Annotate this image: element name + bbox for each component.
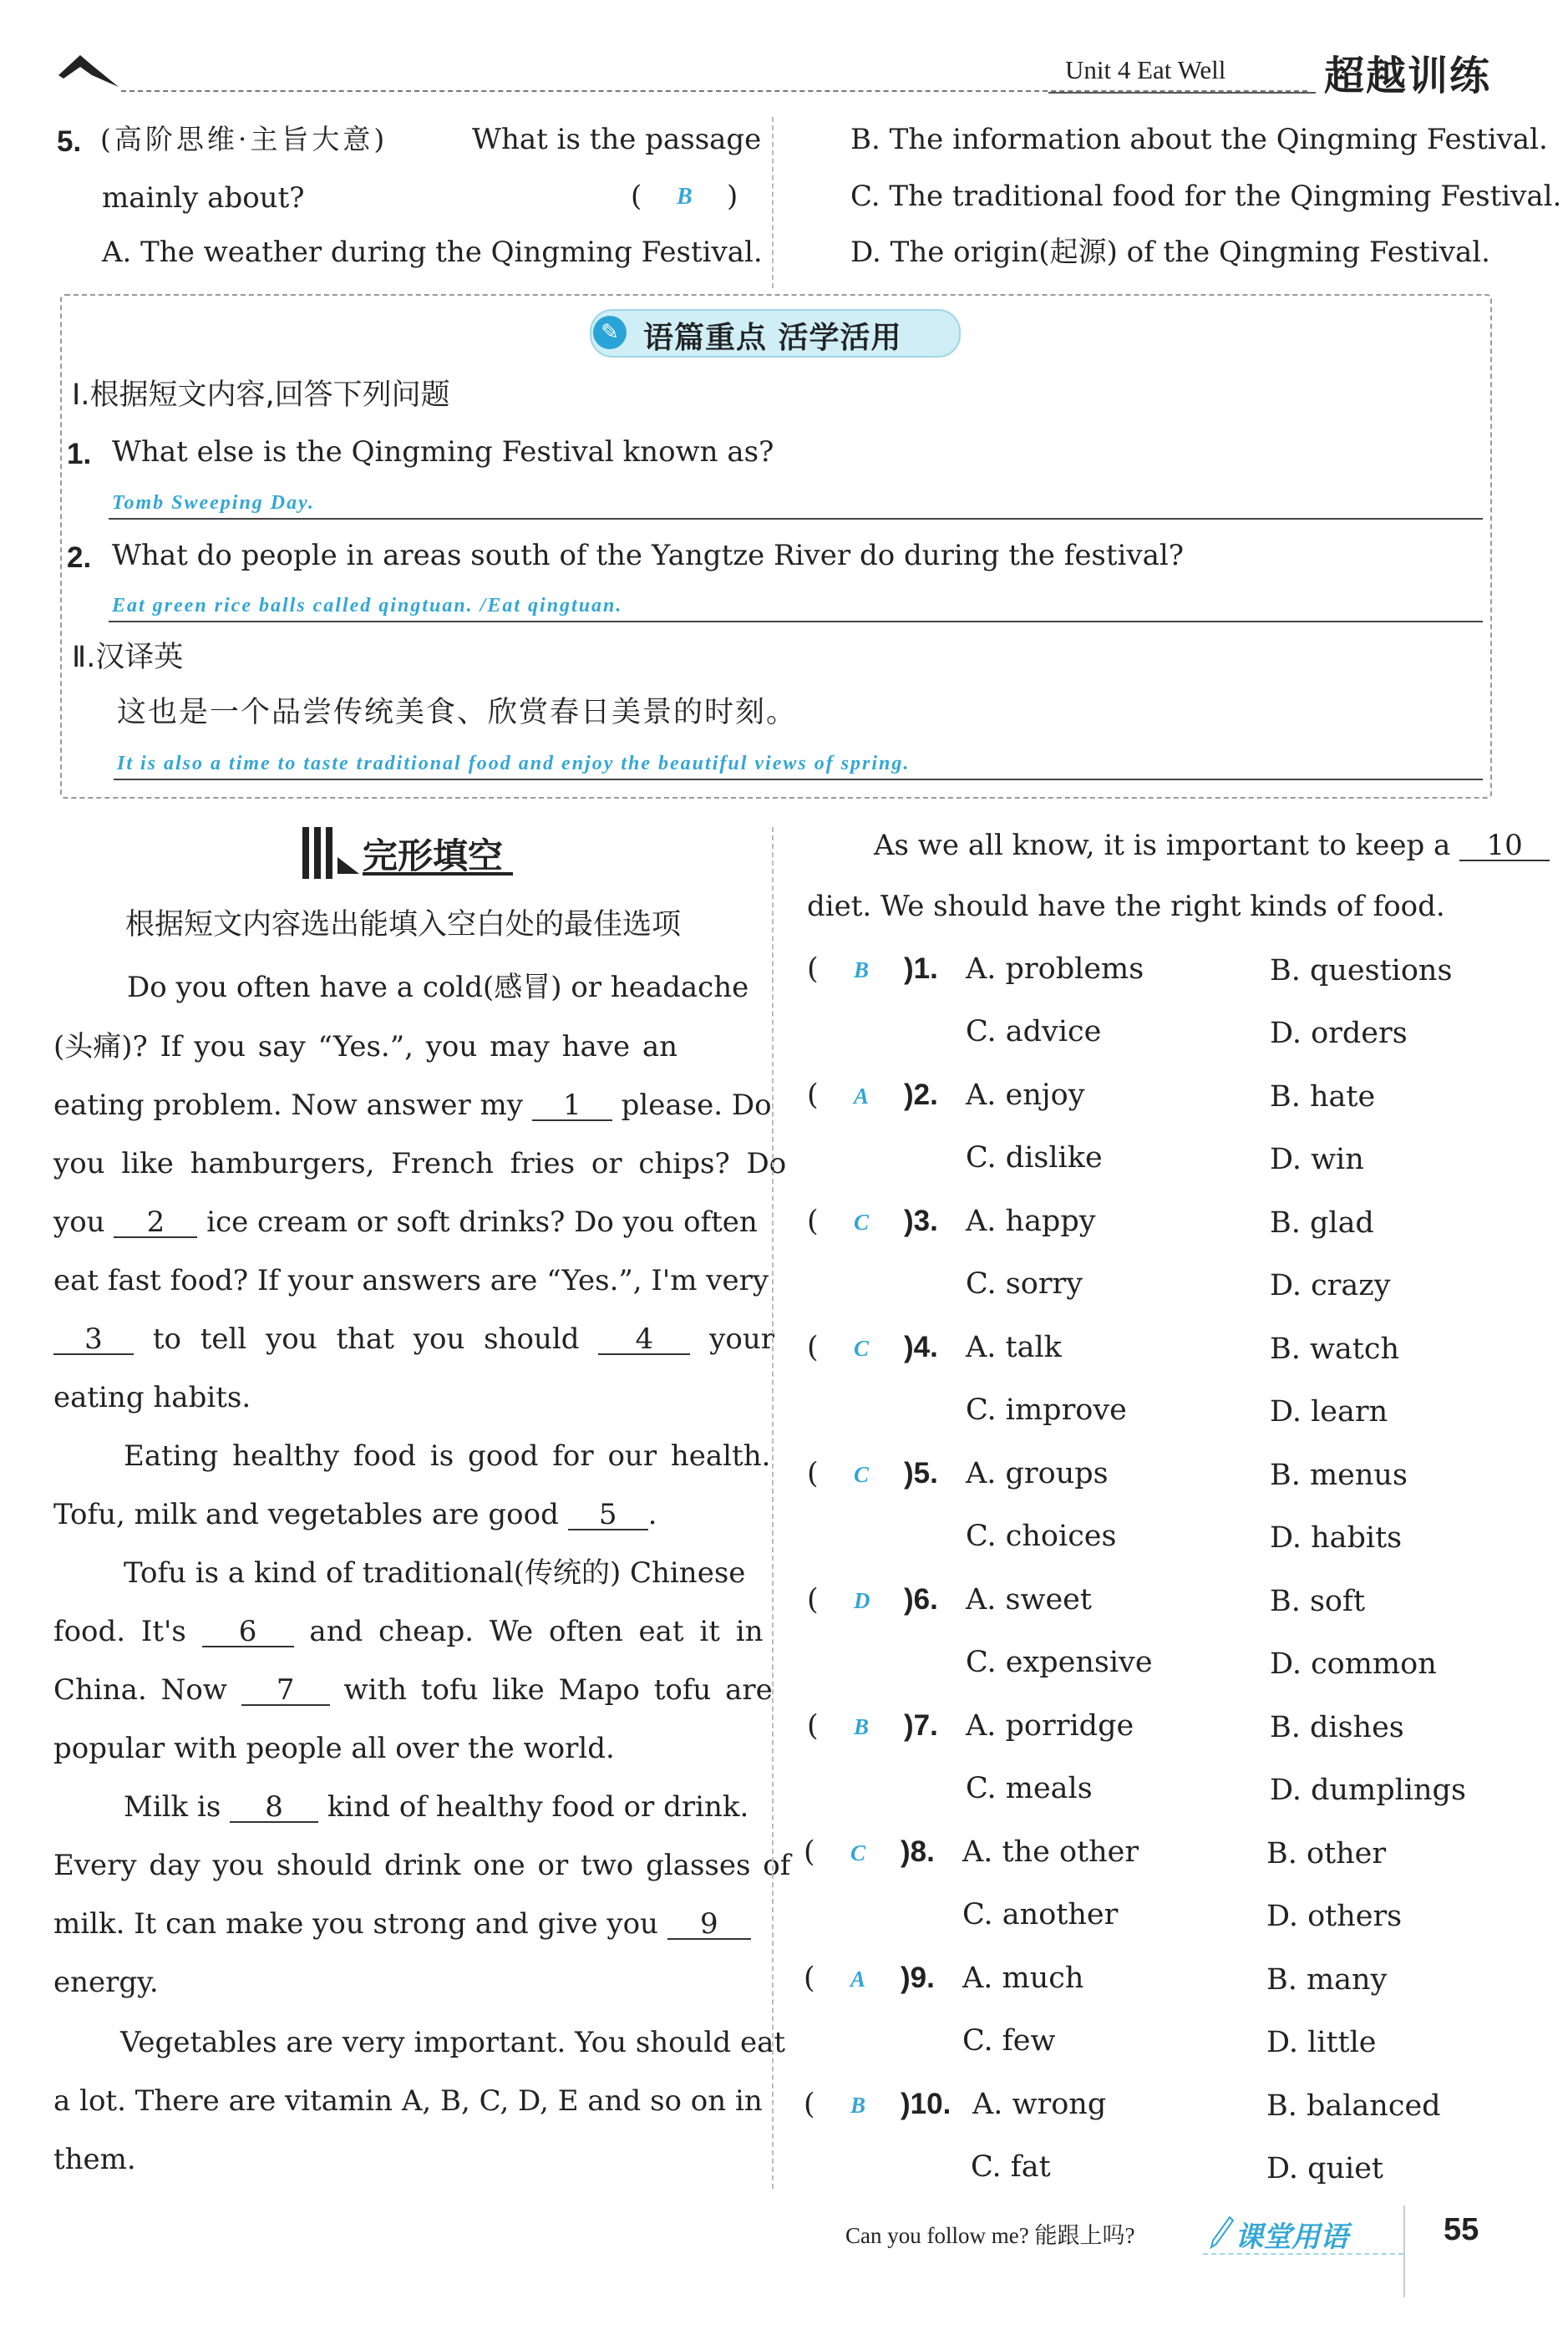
- option-a: A. happy: [966, 1205, 1096, 1238]
- question-paren-open: (: [807, 1205, 819, 1238]
- passage-line: you 2 ice cream or soft drinks? Do you often: [53, 1205, 758, 1239]
- unit-title: Unit 4 Eat Well: [1065, 55, 1226, 84]
- question-number: )6.: [904, 1583, 938, 1616]
- footer-rule: [1203, 2253, 1403, 2255]
- question-paren-open: (: [807, 1457, 819, 1490]
- q5-option-b: B. The information about the Qingming Festival.: [850, 123, 1548, 156]
- logo-bird-icon: [55, 50, 122, 97]
- option-d: D. learn: [1270, 1395, 1388, 1429]
- question-paren-open: (: [807, 1079, 819, 1112]
- book-brand: 超越训练: [1324, 53, 1492, 99]
- footer-phrase: Can you follow me? 能跟上吗?: [845, 2223, 1135, 2248]
- option-c: C. meals: [966, 1772, 1093, 1805]
- q1-number: 1.: [67, 438, 92, 470]
- passage-line: you like hamburgers, French fries or chips? Do: [53, 1147, 787, 1180]
- option-c: C. advice: [966, 1015, 1102, 1048]
- option-b: B. balanced: [1266, 2089, 1441, 2123]
- question-answer: C: [854, 1336, 870, 1361]
- passage-line: Vegetables are very important. You should eat: [120, 2026, 786, 2059]
- q1-answer-line: [109, 518, 1483, 520]
- cloze-instruction: 根据短文内容选出能填入空白处的最佳选项: [125, 908, 682, 942]
- option-c: C. choices: [966, 1520, 1117, 1553]
- question-answer: C: [854, 1210, 870, 1235]
- question-number: )1.: [904, 952, 938, 985]
- option-d: D. win: [1270, 1143, 1364, 1176]
- q5-number: 5.: [57, 125, 82, 158]
- q5-answer: B: [677, 184, 693, 210]
- blank-6: 6: [202, 1617, 294, 1647]
- option-b: B. soft: [1270, 1585, 1366, 1618]
- passage-line: 3 to tell you that you should 4 your: [53, 1325, 774, 1355]
- question-number: )4.: [904, 1331, 938, 1363]
- passage-line: diet. We should have the right kinds of food.: [807, 890, 1445, 923]
- cloze-section-title: 完形填空: [363, 835, 504, 876]
- q5-option-d: D. The origin(起源) of the Qingming Festival.: [850, 236, 1490, 269]
- footer-divider: [1403, 2205, 1405, 2297]
- option-a: A. problems: [966, 952, 1144, 986]
- question-number: )5.: [904, 1457, 938, 1490]
- option-a: A. sweet: [966, 1583, 1092, 1617]
- blank-7: 7: [241, 1676, 330, 1706]
- option-b: B. hate: [1270, 1080, 1376, 1114]
- option-a: A. much: [962, 1962, 1084, 1995]
- passage-line: Milk is 8 kind of healthy food or drink.: [124, 1790, 749, 1824]
- q2-answer: Eat green rice balls called qingtuan. /Eat qingtuan.: [112, 595, 623, 617]
- question-number: )10.: [901, 2088, 951, 2120]
- option-b: B. watch: [1270, 1332, 1400, 1366]
- option-d: D. habits: [1270, 1521, 1403, 1555]
- passage-line: a lot. There are vitamin A, B, C, D, E and so on in: [53, 2084, 763, 2118]
- q5-paren-open: (: [631, 180, 642, 213]
- q2-text: What do people in areas south of the Yangtze River do during the festival?: [112, 539, 1185, 572]
- footer-brand: 课堂用语: [1235, 2221, 1348, 2254]
- question-paren-open: (: [804, 1962, 815, 1995]
- option-b: B. menus: [1270, 1459, 1408, 1492]
- pen-icon: [1210, 2215, 1235, 2249]
- option-c: C. fat: [971, 2150, 1051, 2184]
- q5-tag: (高阶思维·主旨大意): [100, 123, 388, 155]
- option-c: C. sorry: [966, 1267, 1083, 1301]
- passage-line: Tofu is a kind of traditional(传统的) Chinese: [124, 1556, 746, 1590]
- passage-line: (头痛)? If you say “Yes.”, you may have an: [53, 1030, 678, 1063]
- passage-line: eating habits.: [53, 1381, 251, 1414]
- option-c: C. few: [962, 2024, 1056, 2058]
- question-answer: C: [850, 1840, 866, 1865]
- option-a: A. wrong: [972, 2088, 1107, 2121]
- passage-line: milk. It can make you strong and give you 9: [53, 1910, 751, 1940]
- q2-answer-line: [109, 621, 1483, 622]
- option-a: A. groups: [966, 1457, 1109, 1490]
- passage-line: Do you often have a cold(感冒) or headache: [127, 971, 749, 1004]
- passage-line: China. Now 7 with tofu like Mapo tofu are: [53, 1673, 773, 1707]
- option-b: B. glad: [1270, 1206, 1374, 1240]
- q5-paren-close: ): [727, 180, 738, 213]
- part2-answer: It is also a time to taste traditional food and enjoy the beautiful views of spring.: [117, 753, 911, 774]
- passage-line: Tofu, milk and vegetables are good 5 .: [53, 1498, 657, 1531]
- blank-2: 2: [114, 1208, 197, 1238]
- option-b: B. other: [1266, 1837, 1387, 1870]
- passage-line: Every day you should drink one or two glasses of: [53, 1849, 791, 1882]
- option-d: D. crazy: [1270, 1269, 1391, 1302]
- passage-line: Eating healthy food is good for our health.: [124, 1439, 771, 1473]
- blank-5: 5: [568, 1500, 648, 1530]
- option-b: B. dishes: [1270, 1711, 1404, 1744]
- q2-number: 2.: [67, 541, 92, 574]
- question-paren-open: (: [804, 1835, 815, 1869]
- header-underline: [1048, 92, 1316, 94]
- part2-answer-line: [114, 779, 1483, 780]
- option-d: D. dumplings: [1270, 1774, 1466, 1807]
- question-number: )7.: [904, 1709, 938, 1742]
- blank-3: 3: [53, 1325, 134, 1355]
- blank-8: 8: [230, 1793, 318, 1823]
- q1-answer: Tomb Sweeping Day.: [112, 492, 315, 514]
- question-answer: A: [854, 1084, 870, 1109]
- blank-4: 4: [598, 1325, 690, 1355]
- column-divider-top: [772, 117, 774, 288]
- question-answer: C: [854, 1462, 870, 1487]
- option-a: A. talk: [966, 1331, 1062, 1364]
- question-answer: A: [850, 1967, 866, 1992]
- passage-line: energy.: [53, 1966, 159, 1999]
- column-divider: [772, 827, 774, 2189]
- option-c: C. improve: [966, 1393, 1127, 1427]
- page-number: 55: [1444, 2212, 1479, 2247]
- question-answer: B: [854, 957, 870, 982]
- option-b: B. questions: [1270, 954, 1453, 987]
- q5-stem-1: What is the passage: [472, 123, 762, 156]
- section-bars-icon: [301, 824, 361, 896]
- option-a: A. enjoy: [966, 1079, 1085, 1112]
- passage-line: eating problem. Now answer my 1 please. Do: [53, 1089, 772, 1122]
- question-paren-open: (: [807, 1583, 819, 1617]
- question-number: )2.: [904, 1079, 938, 1111]
- q5-option-a: A. The weather during the Qingming Festival.: [102, 236, 763, 269]
- question-number: )3.: [904, 1205, 938, 1237]
- q5-option-c: C. The traditional food for the Qingming Festival.: [850, 180, 1562, 213]
- part2-sentence: 这也是一个品尝传统美食、欣赏春日美景的时刻。: [117, 696, 798, 729]
- option-c: C. another: [962, 1898, 1119, 1931]
- question-answer: B: [854, 1714, 870, 1739]
- question-paren-open: (: [804, 2088, 815, 2121]
- pen-icon: ✎: [593, 316, 627, 349]
- passage-line: food. It's 6 and cheap. We often eat it in: [53, 1615, 764, 1648]
- blank-10: 10: [1459, 831, 1550, 861]
- option-d: D. others: [1266, 1900, 1403, 1933]
- option-a: A. the other: [962, 1835, 1139, 1869]
- question-paren-open: (: [807, 1709, 819, 1743]
- part2-title: Ⅱ.汉译英: [72, 641, 184, 674]
- question-number: )9.: [901, 1962, 935, 1994]
- option-c: C. expensive: [966, 1646, 1153, 1679]
- cloze-title-underline: [363, 872, 513, 876]
- passage-line: eat fast food? If your answers are “Yes.”, I'm very: [53, 1264, 769, 1297]
- option-a: A. porridge: [966, 1709, 1134, 1743]
- option-d: D. quiet: [1266, 2152, 1383, 2185]
- q1-text: What else is the Qingming Festival known as?: [112, 435, 774, 469]
- question-number: )8.: [901, 1835, 935, 1868]
- question-paren-open: (: [807, 952, 819, 986]
- review-banner-text: 语篇重点 活学活用: [643, 321, 902, 355]
- blank-1: 1: [532, 1091, 612, 1121]
- q5-stem-2: mainly about?: [102, 181, 305, 215]
- option-d: D. little: [1266, 2026, 1377, 2059]
- passage-line: them.: [53, 2143, 136, 2176]
- option-b: B. many: [1266, 1963, 1388, 1997]
- option-d: D. orders: [1270, 1017, 1408, 1050]
- question-answer: B: [850, 2093, 866, 2118]
- passage-line: popular with people all over the world.: [53, 1732, 615, 1765]
- blank-9: 9: [667, 1910, 751, 1940]
- question-answer: D: [854, 1588, 870, 1613]
- part1-title: Ⅰ.根据短文内容,回答下列问题: [72, 378, 450, 412]
- passage-line: As we all know, it is important to keep a 10: [874, 831, 1550, 861]
- question-paren-open: (: [807, 1331, 819, 1364]
- option-c: C. dislike: [966, 1141, 1103, 1175]
- option-d: D. common: [1270, 1647, 1437, 1681]
